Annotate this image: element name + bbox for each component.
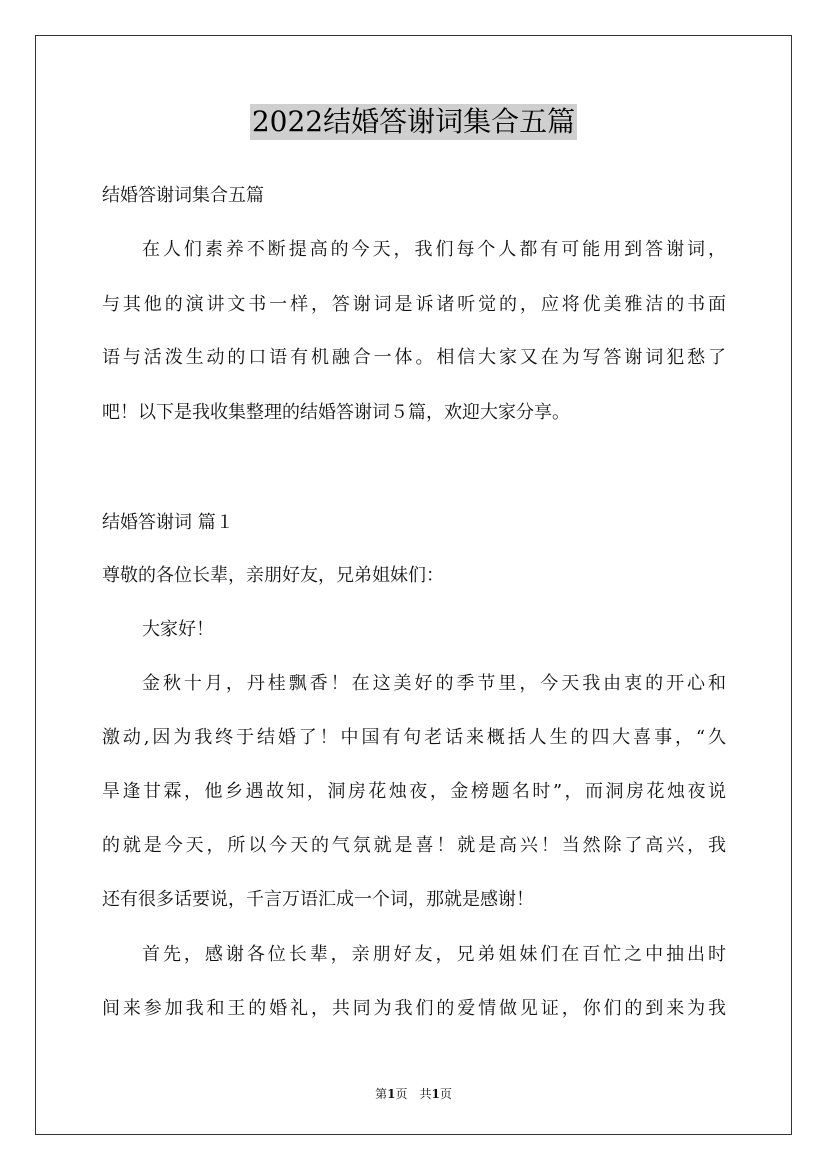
para1-line-5: 还有很多话要说，千言万语汇成一个词，那就是感谢！	[102, 889, 534, 910]
para2-line-1: 首先，感谢各位长辈，亲朋好友，兄弟姐妹们在百忙之中抽出时	[142, 944, 726, 965]
intro-line-4: 吧！以下是我收集整理的结婚答谢词５篇，欢迎大家分享。	[102, 402, 570, 423]
section-heading: 结婚答谢词 篇１	[102, 512, 234, 533]
para2-line-2: 间来参加我和王的婚礼，共同为我们的爱情做见证，你们的到来为我	[102, 998, 726, 1019]
para1-line-4: 的就是今天，所以今天的气氛就是喜！就是高兴！当然除了高兴，我	[102, 835, 726, 856]
para1-line-3: 旱逢甘霖，他乡遇故知，洞房花烛夜，金榜题名时”，而洞房花烛夜说	[102, 781, 726, 802]
intro-line-1: 在人们素养不断提高的今天，我们每个人都有可能用到答谢词，	[142, 239, 726, 260]
greeting: 大家好！	[142, 619, 214, 640]
footer-mid: 页 共	[395, 1087, 432, 1101]
footer-prefix: 第	[375, 1087, 388, 1101]
document-title: 2022结婚答谢词集合五篇	[251, 105, 576, 138]
footer-total-pages: 1	[431, 1087, 440, 1101]
title-wrap	[0, 104, 827, 140]
para1-line-2: 激动,因为我终于结婚了！中国有句老话来概括人生的四大喜事，“久	[102, 727, 726, 748]
intro-line-2: 与其他的演讲文书一样，答谢词是诉诸听觉的，应将优美雅洁的书面	[102, 294, 726, 315]
footer-page-number: 1	[387, 1087, 396, 1101]
footer-suffix: 页	[439, 1087, 452, 1101]
subtitle: 结婚答谢词集合五篇	[102, 185, 264, 206]
salutation: 尊敬的各位长辈，亲朋好友，兄弟姐妹们：	[102, 565, 444, 586]
page-footer	[0, 1085, 827, 1102]
para1-line-1: 金秋十月，丹桂飘香！在这美好的季节里，今天我由衷的开心和	[142, 673, 726, 694]
intro-line-3: 语与活泼生动的口语有机融合一体。相信大家又在为写答谢词犯愁了	[102, 347, 726, 368]
